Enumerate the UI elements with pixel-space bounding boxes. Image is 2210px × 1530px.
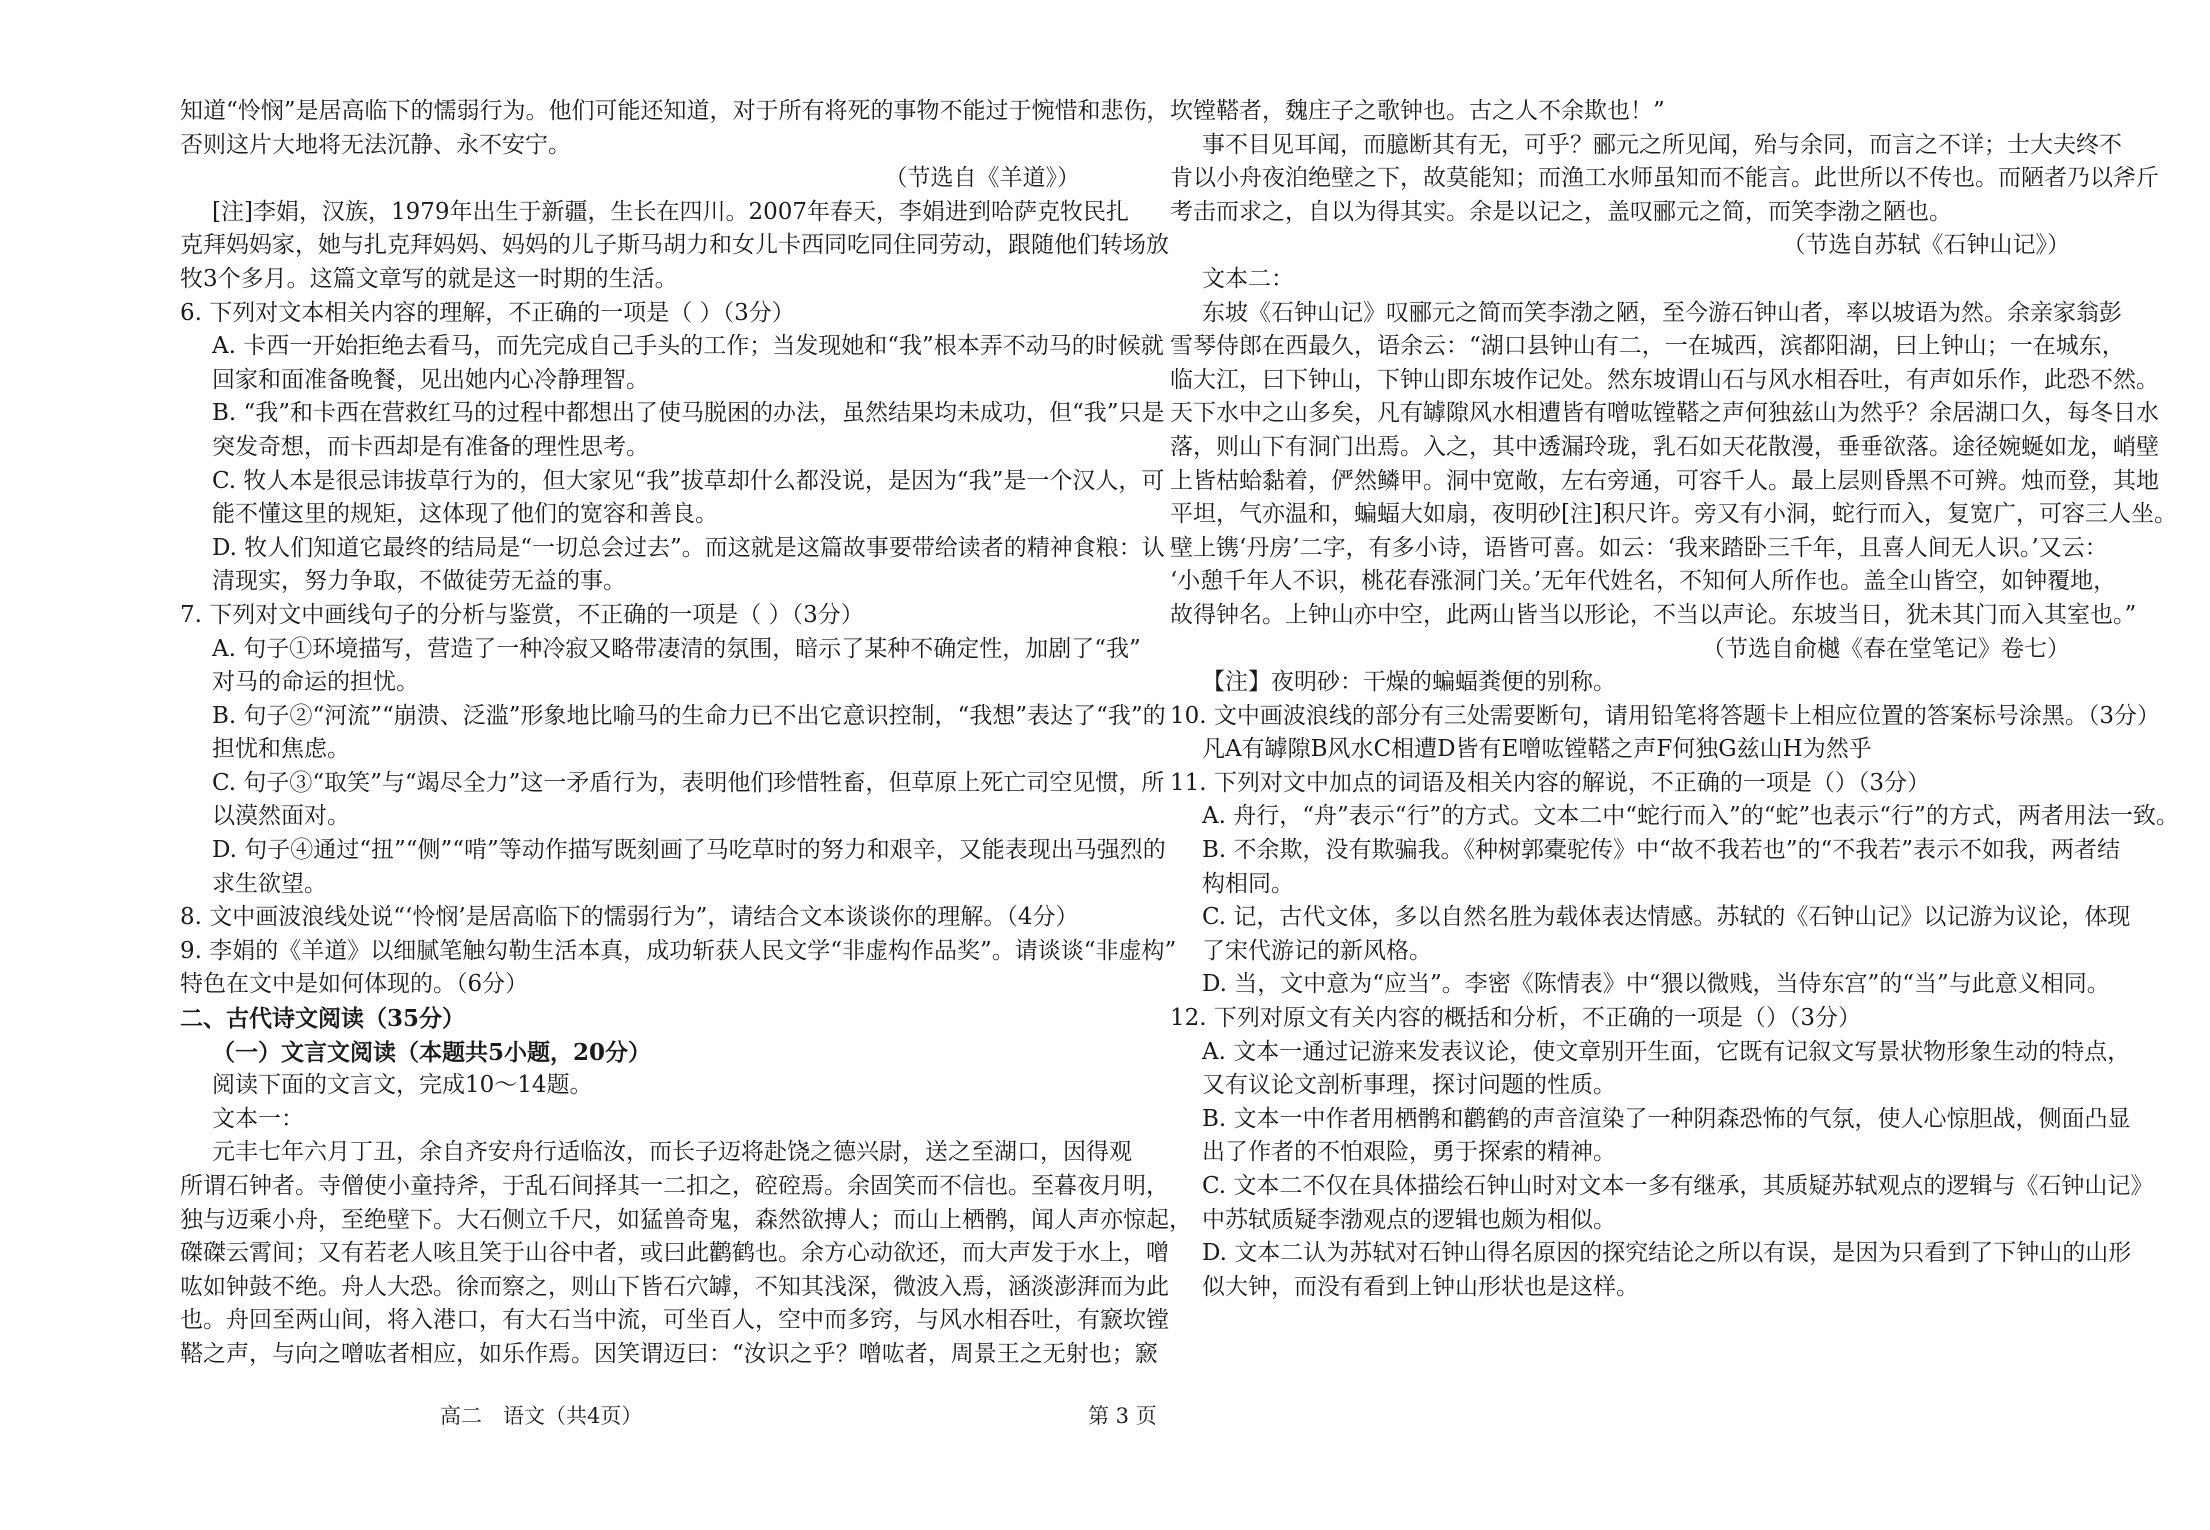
- right-text-line: 10. 文中画波浪线的部分有三处需要断句，请用铅笔将答题卡上相应位置的答案标号涂黑。（3分）: [1170, 702, 2161, 729]
- left-text-line: 9. 李娟的《羊道》以细腻笔触勾勒生活本真，成功斩获人民文学“非虚构作品奖”。请谈谈“非虚构”: [180, 937, 1177, 964]
- left-text-line: 清现实，努力争取，不做徒劳无益的事。: [212, 568, 626, 595]
- right-text-line: （节选自俞樾《春在堂笔记》卷七）: [1702, 635, 2070, 662]
- right-text-line: 雪琴侍郎在西最久，语余云：“湖口县钟山有二，一在城西，滨都阳湖，曰上钟山；一在城东，: [1170, 333, 2125, 360]
- right-text-line: A. 舟行，“舟”表示“行”的方式。文本二中“蛇行而入”的“蛇”也表示“行”的方式，两者用法一致。: [1202, 803, 2179, 830]
- right-text-line: 壁上镌‘丹房’二字，有多小诗，语皆可喜。如云：‘我来踏卧三千年，且喜人间无人识。’又云：: [1170, 534, 2108, 561]
- right-text-line: 平坦，气亦温和，蝙蝠大如扇，夜明砂[注]积尺许。旁又有小洞，蛇行而入，复宽广，可容三人坐。: [1170, 501, 2177, 528]
- right-text-line: 似大钟，而没有看到上钟山形状也是这样。: [1202, 1273, 1639, 1300]
- left-text-line: 也。舟回至两山间，将入港口，有大石当中流，可坐百人，空中而多窍，与风水相吞吐，有窾坎镗: [180, 1307, 1169, 1334]
- right-text-line: 考击而求之，自以为得其实。余是以记之，盖叹郦元之简，而笑李渤之陋也。: [1170, 198, 1952, 225]
- right-text-line: ‘小憩千年人不识，桃花春涨洞门关。’无年代姓名，不知何人所作也。盖全山皆空，如钟覆地，: [1170, 568, 2117, 595]
- right-text-line: C. 文本二不仅在具体描绘石钟山时对文本一多有继承，其质疑苏轼观点的逻辑与《石钟山记》: [1202, 1173, 2154, 1199]
- left-text-line: 特色在文中是如何体现的。（6分）: [180, 971, 529, 998]
- left-text-line: 突发奇想，而卡西却是有准备的理性思考。: [212, 433, 649, 460]
- left-text-line: 担忧和焦虑。: [212, 736, 350, 763]
- left-text-line: 鞳之声，与向之噌吰者相应，如乐作焉。因笑谓迈曰：“汝识之乎？噌吰者，周景王之无射也；窾: [180, 1340, 1158, 1367]
- left-text-line: D. 句子④通过“扭”“侧”“啃”等动作描写既刻画了马吃草时的努力和艰辛，又能表现出马强烈的: [212, 837, 1166, 864]
- left-text-line: 8. 文中画波浪线处说“‘怜悯’是居高临下的懦弱行为”，请结合文本谈谈你的理解。（4分）: [180, 904, 1079, 931]
- right-text-line: 落，则山下有洞门出焉。入之，其中透漏玲珑，乳石如天花散漫，垂垂欲落。途径婉蜒如龙，峭壁: [1170, 433, 2159, 460]
- right-text-line: 上皆枯蛤黏着，俨然鳞甲。洞中宽敞，左右旁通，可容千人。最上层则昏黑不可辨。烛而登，其地: [1170, 467, 2159, 494]
- left-text-line: （节选自《羊道》）: [884, 165, 1080, 192]
- left-text-line: [注]李娟，汉族，1979年出生于新疆，生长在四川。2007年春天，李娟进到哈萨克牧民扎: [212, 198, 1130, 225]
- right-text-line: 又有议论文剖析事理，探讨问题的性质。: [1202, 1072, 1616, 1099]
- left-text-line: C. 牧人本是很忌讳拔草行为的，但大家见“我”拔草却什么都没说，是因为“我”是一个汉人，可: [212, 467, 1165, 494]
- left-text-line: 牧3个多月。这篇文章写的就是这一时期的生活。: [180, 265, 678, 292]
- left-text-line: D. 牧人们知道它最终的结局是“一切总会过去”。而这就是这篇故事要带给读者的精神食粮：认: [212, 534, 1165, 561]
- right-text-line: 坎镗鞳者，魏庄子之歌钟也。古之人不余欺也！”: [1170, 98, 1665, 124]
- left-text-line: 独与迈乘小舟，至绝壁下。大石侧立千尺，如猛兽奇鬼，森然欲搏人；而山上栖鹘，闻人声亦惊起，: [180, 1206, 1192, 1233]
- left-text-line: 以漠然面对。: [212, 803, 350, 830]
- right-text-line: B. 文本一中作者用栖鹘和鹳鹤的声音渲染了一种阴森恐怖的气氛，使人心惊胆战，侧面凸显: [1202, 1105, 2131, 1132]
- right-text-line: C. 记，古代文体，多以自然名胜为载体表达情感。苏轼的《石钟山记》以记游为议论，体现: [1202, 904, 2131, 931]
- left-text-line: 对马的命运的担忧。: [212, 669, 419, 696]
- left-text-line: 吰如钟鼓不绝。舟人大恐。徐而察之，则山下皆石穴罅，不知其浅深，微波入焉，涵淡澎湃而为此: [180, 1273, 1169, 1300]
- left-text-line: 求生欲望。: [212, 870, 327, 897]
- right-column: [1170, 95, 2179, 1304]
- right-text-line: D. 文本二认为苏轼对石钟山得名原因的探究结论之所以有误，是因为只看到了下钟山的山形: [1202, 1240, 2132, 1267]
- right-text-line: 11. 下列对文中加点的词语及相关内容的解说，不正确的一项是（）（3分）: [1170, 769, 1931, 796]
- right-text-line: A. 文本一通过记游来发表议论，使文章别开生面，它既有记叙文写景状物形象生动的特点，: [1202, 1038, 2131, 1065]
- left-text-line: 否则这片大地将无法沉静、永不安宁。: [180, 131, 571, 158]
- right-text-line: 文本二：: [1202, 265, 1294, 292]
- right-text-line: （节选自苏轼《石钟山记》）: [1782, 232, 2070, 259]
- left-text-line: B. “我”和卡西在营救红马的过程中都想出了使马脱困的办法，虽然结果均未成功，但“我”只是: [212, 400, 1165, 427]
- left-text-line: C. 句子③“取笑”与“竭尽全力”这一矛盾行为，表明他们珍惜牲畜，但草原上死亡司空见惯，所: [212, 769, 1165, 796]
- left-text-line: 文本一：: [212, 1105, 304, 1132]
- left-text-line: A. 卡西一开始拒绝去看马，而先完成自己手头的工作；当发现她和“我”根本弄不动马的时候就: [212, 333, 1164, 360]
- right-text-line: 事不目见耳闻，而臆断其有无，可乎？郦元之所见闻，殆与余同，而言之不详；士大夫终不: [1202, 131, 2122, 158]
- right-text-line: 构相同。: [1202, 870, 1294, 897]
- right-text-line: 肯以小舟夜泊绝壁之下，故莫能知；而渔工水师虽知而不能言。此世所以不传也。而陋者乃以斧斤: [1170, 165, 2159, 192]
- right-text-line: 临大江，曰下钟山，下钟山即东坡作记处。然东坡谓山石与风水相吞吐，有声如乐作，此恐不然。: [1170, 366, 2159, 393]
- left-text-line: （一）文言文阅读（本题共5小题，20分）: [212, 1038, 652, 1066]
- left-text-line: 元丰七年六月丁丑，余自齐安舟行适临汝，而长子迈将赴饶之德兴尉，送之至湖口，因得观: [212, 1139, 1132, 1166]
- left-text-line: 克拜妈妈家，她与扎克拜妈妈、妈妈的儿子斯马胡力和女儿卡西同吃同住同劳动，跟随他们转场放: [180, 232, 1169, 259]
- right-text-line: 中苏轼质疑李渤观点的逻辑也颇为相似。: [1202, 1206, 1616, 1233]
- left-text-line: 阅读下面的文言文，完成10～14题。: [212, 1072, 593, 1099]
- left-text-line: A. 句子①环境描写，营造了一种冷寂又略带凄清的氛围，暗示了某种不确定性，加剧了“我”: [212, 635, 1141, 662]
- right-text-line: 故得钟名。上钟山亦中空，此两山皆当以形论，不当以声论。东坡当日，犹未其门而入其室也。”: [1170, 601, 2137, 628]
- left-text-line: 二、古代诗文阅读（35分）: [180, 1005, 466, 1033]
- right-text-line: 12. 下列对原文有关内容的概括和分析，不正确的一项是（）（3分）: [1170, 1005, 1862, 1032]
- right-text-line: 凡A有罅隙B风水C相遭D皆有E噌吰镗鞳之声F何独G兹山H为然乎: [1202, 736, 1872, 763]
- left-text-line: B. 句子②“河流”“崩溃、泛滥”形象地比喻马的生命力已不出它意识控制，“我想”表达了“我”的: [212, 702, 1166, 729]
- left-text-line: 知道“怜悯”是居高临下的懦弱行为。他们可能还知道，对于所有将死的事物不能过于惋惜和悲伤，: [180, 98, 1170, 124]
- right-text-line: 天下水中之山多矣，凡有罅隙风水相遭皆有噌吰镗鞳之声何独兹山为然乎？余居湖口久，每冬日水: [1170, 400, 2159, 427]
- left-text-line: 能不懂这里的规矩，这体现了他们的宽容和善良。: [212, 501, 718, 528]
- right-text-line: 东坡《石钟山记》叹郦元之简而笑李渤之陋，至今游石钟山者，率以坡语为然。余亲家翁彭: [1202, 299, 2122, 326]
- right-text-line: D. 当，文中意为“应当”。李密《陈情表》中“猥以微贱，当侍东宫”的“当”与此意义相同。: [1202, 971, 2110, 998]
- left-text-line: 磔磔云霄间；又有若老人咳且笑于山谷中者，或曰此鹳鹤也。余方心动欲还，而大声发于水上，噌: [180, 1240, 1169, 1267]
- page-number: 第 3 页: [1088, 1404, 1157, 1428]
- left-column: [180, 95, 1192, 1372]
- right-text-line: 了宋代游记的新风格。: [1202, 937, 1432, 964]
- right-text-line: 【注】夜明砂：干燥的蝙蝠粪便的别称。: [1202, 669, 1616, 696]
- left-text-line: 7. 下列对文中画线句子的分析与鉴赏，不正确的一项是（ ）（3分）: [180, 601, 864, 628]
- left-text-line: 回家和面准备晚餐，见出她内心冷静理智。: [212, 366, 649, 393]
- left-text-line: 所谓石钟者。寺僧使小童持斧，于乱石间择其一二扣之，硿硿焉。余固笑而不信也。至暮夜月明，: [180, 1173, 1169, 1199]
- footer-left: 高二 语文（共4页）: [440, 1404, 643, 1428]
- right-text-line: 出了作者的不怕艰险，勇于探索的精神。: [1202, 1139, 1616, 1166]
- left-text-line: 6. 下列对文本相关内容的理解，不正确的一项是（ ）（3分）: [180, 299, 795, 326]
- right-text-line: B. 不余欺，没有欺骗我。《种树郭橐驼传》中“故不我若也”的“不我若”表示不如我，两者结: [1202, 837, 2121, 864]
